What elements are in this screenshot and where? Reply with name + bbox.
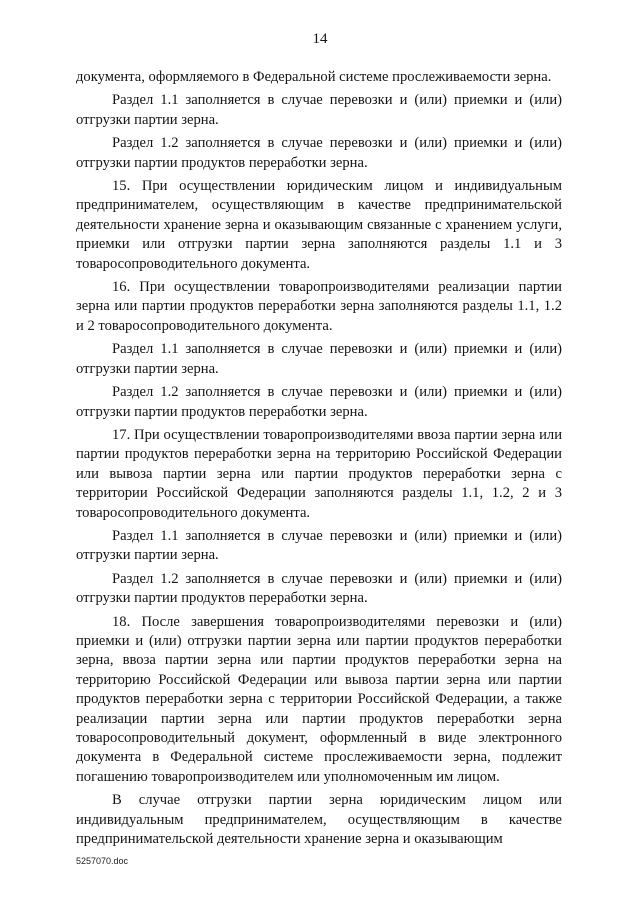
paragraph: Раздел 1.2 заполняется в случае перевозки и (или) приемки и (или) отгрузки партии продуктов переработки зерна. xyxy=(76,384,562,420)
paragraph-item-18: 18. После завершения товаропроизводителями перевозки и (или) приемки и (или) отгрузки партии зерна или партии продуктов переработки зерна, ввоза партии зерна или партии продуктов переработки зерна на территорию Российской Федерации или вывоза партии зерна или партии продуктов переработки зерна с территории Российской Федерации, а также реализации партии зерна или партии продуктов переработки зерна товаросопроводительный документ, оформленный в виде электронного документа в Федеральной системе прослеживаемости зерна, подлежит погашению товаропроизводителем или уполномоченным им лицом. xyxy=(76,613,562,785)
document-body xyxy=(76,68,562,853)
paragraph: Раздел 1.1 заполняется в случае перевозки и (или) приемки и (или) отгрузки партии зерна. xyxy=(76,527,562,564)
paragraph-continuation: документа, оформляемого в Федеральной системе прослеживаемости зерна. xyxy=(76,69,552,85)
paragraph: Раздел 1.1 заполняется в случае перевозки и (или) приемки и (или) отгрузки партии зерна. xyxy=(76,92,562,128)
paragraph: Раздел 1.2 заполняется в случае перевозки и (или) приемки и (или) отгрузки партии продуктов переработки зерна. xyxy=(76,570,562,607)
paragraph-item-15: 15. При осуществлении юридическим лицом и индивидуальным предпринимателем, осуществляющим в качестве предпринимательской деятельности хранение зерна и оказывающим связанные с хранением услуги, приемки или отгрузки партии зерна заполняются разделы 1.1 и 3 товаросопроводительного документа. xyxy=(76,178,562,272)
paragraph-item-17: 17. При осуществлении товаропроизводителями ввоза партии зерна или партии продуктов переработки зерна на территорию Российской Федерации или вывоза партии зерна или партии продуктов переработки зерна с территории Российской Федерации заполняются разделы 1.1, 1.2, 2 и 3 товаросопроводительного документа. xyxy=(76,426,562,521)
paragraph: В случае отгрузки партии зерна юридическим лицом или индивидуальным предпринимателем, осуществляющим в качестве предпринимательской деятельности хранение зерна и оказывающим xyxy=(76,792,562,848)
paragraph-item-16: 16. При осуществлении товаропроизводителями реализации партии зерна или партии продуктов переработки зерна заполняются разделы 1.1, 1.2 и 2 товаросопроводительного документа. xyxy=(76,279,562,334)
page-number: 14 xyxy=(312,31,328,47)
file-name-footer: 5257070.doc xyxy=(76,856,129,866)
paragraph: Раздел 1.2 заполняется в случае перевозки и (или) приемки и (или) отгрузки партии продуктов переработки зерна. xyxy=(76,135,562,171)
paragraph: Раздел 1.1 заполняется в случае перевозки и (или) приемки и (или) отгрузки партии зерна. xyxy=(76,341,562,377)
